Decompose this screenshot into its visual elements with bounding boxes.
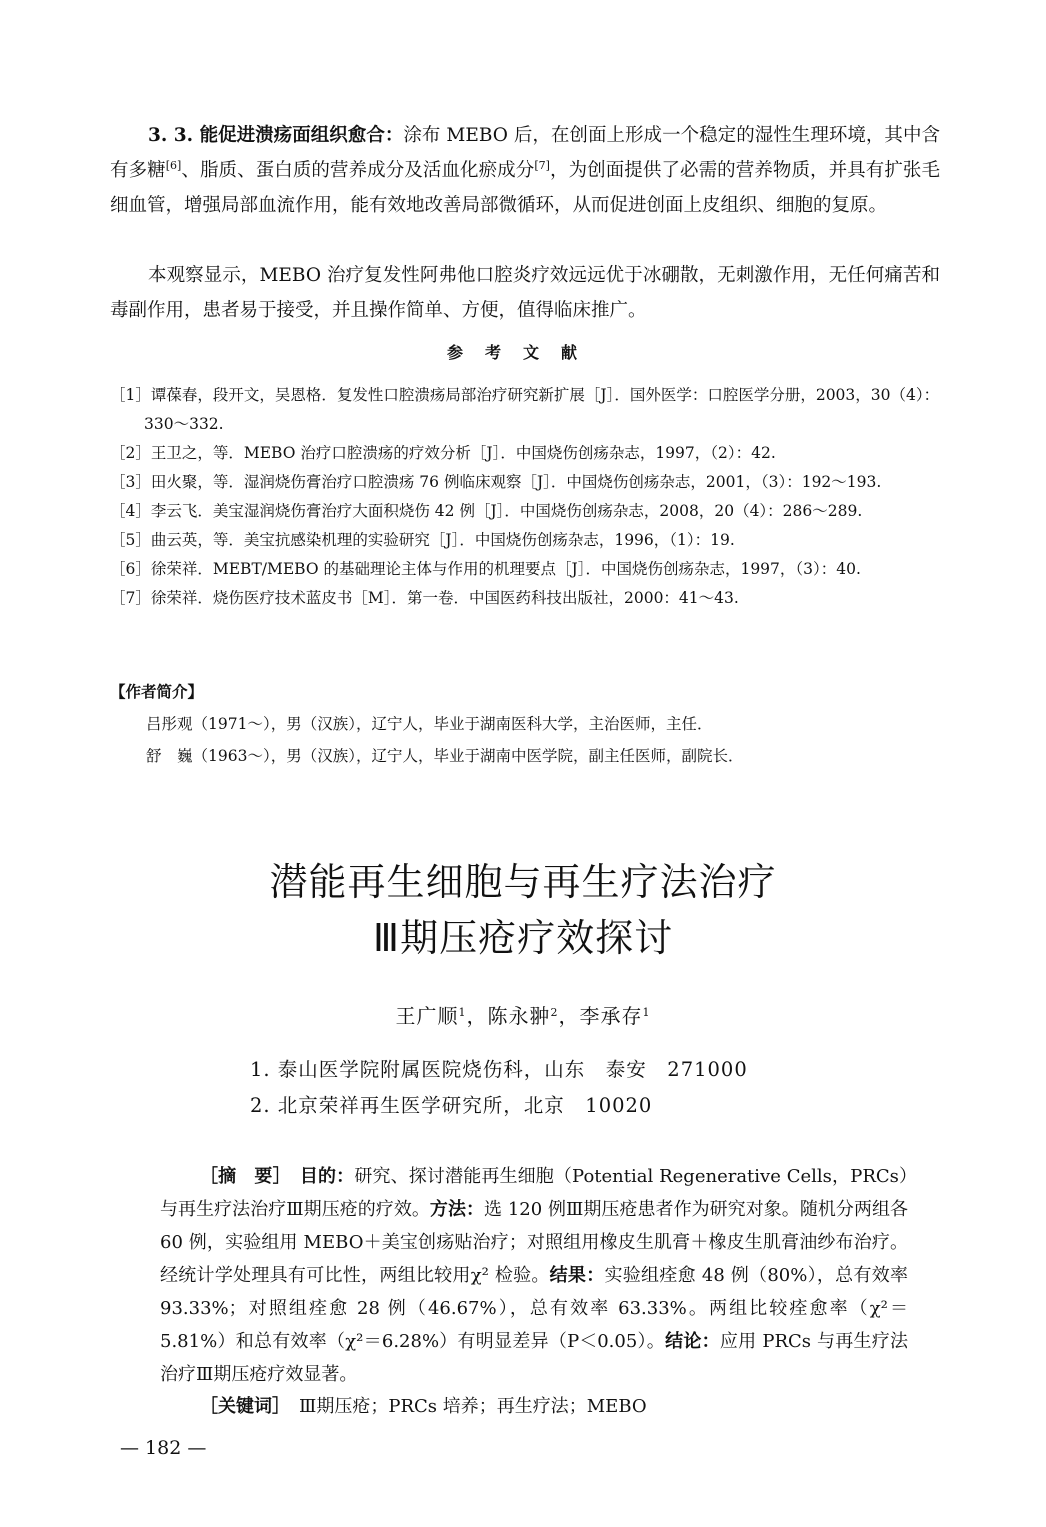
reference-item: ［5］曲云英，等．美宝抗感染机理的实验研究［J］．中国烧伤创疡杂志，1996，（1）：19. [110, 531, 735, 549]
keywords-text: Ⅲ期压疮；PRCs 培养；再生疗法；MEBO [299, 1396, 647, 1417]
author-name: 王广顺 [395, 1004, 459, 1028]
abstract [160, 1160, 908, 1391]
abstract-text: 选 120 例Ⅲ期压疮患者作为研究对象。随机分两组各 60 例，实验组用 MEBO＋美宝创疡贴治疗；对照组用橡皮生肌膏＋橡皮生肌膏油纱布治疗。经统计学处理具有可比性，两组比较用χ² 检验。 [160, 1199, 909, 1286]
section-heading: 3. 3. 能促进溃疡面组织愈合： [148, 125, 404, 146]
reference-item: ［4］李云飞．美宝湿润烧伤膏治疗大面积烧伤 42 例［J］．中国烧伤创疡杂志，2008，20（4）：286～289. [110, 502, 863, 520]
affiliation-mark: 2 [550, 1006, 559, 1019]
reference-item: ［7］徐荣祥．烧伤医疗技术蓝皮书［M］．第一卷．中国医药科技出版社，2000：41～43. [110, 589, 739, 607]
author-bio-line: 吕彤观（1971～），男（汉族），辽宁人，毕业于湖南医科大学，主治医师，主任． [146, 715, 713, 733]
author-bio-line: 舒 巍（1963～），男（汉族），辽宁人，毕业于湖南中医学院，副主任医师，副院长． [146, 747, 744, 765]
abstract-text: 实验组痊愈 48 例（80%），总有效率 93.33%；对照组痊愈 28 例（46.67%），总有效率 63.33%。两组比较痊愈率（χ²＝5.81%）和总有效率（χ²＝6.28%）有明显差异（P＜0.05）。 [160, 1265, 909, 1352]
paragraph-text: 本观察显示，MEBO 治疗复发性阿弗他口腔炎疗效远远优于冰硼散，无刺激作用，无任何痛苦和毒副作用，患者易于接受，并且操作简单、方便，值得临床推广。 [110, 265, 940, 321]
reference-item: ［3］田火聚，等．湿润烧伤膏治疗口腔溃疡 76 例临床观察［J］．中国烧伤创疡杂志，2001，（3）：192～193. [110, 473, 882, 491]
reference-item: ［6］徐荣祥．MEBT/MEBO 的基础理论主体与作用的机理要点［J］．中国烧伤创疡杂志，1997，（3）：40. [110, 560, 861, 578]
references-title: 参考文献 [446, 343, 599, 362]
conclusion-label: 结论： [665, 1331, 720, 1352]
author-separator: ， [558, 1004, 580, 1028]
abstract-text: 应用 PRCs 与再生疗法治疗Ⅲ期压疮疗效显著。 [160, 1331, 909, 1385]
author-bio-title: 【作者简介】 [110, 682, 204, 701]
article-title-line-1: 潜能再生细胞与再生疗法治疗 [269, 860, 777, 904]
reference-item: ［2］王卫之，等．MEBO 治疗口腔溃疡的疗效分析［J］．中国烧伤创疡杂志，1997，（2）：42. [110, 444, 776, 462]
author-separator: ， [466, 1004, 488, 1028]
article-title-line-2: Ⅲ期压疮疗效探讨 [372, 916, 674, 960]
keywords [200, 1392, 647, 1418]
author-name: 李承存 [579, 1004, 643, 1028]
result-label: 结果： [549, 1265, 605, 1286]
abstract-text: 研究、探讨潜能再生细胞（Potential Regenerative Cells，PRCs）与再生疗法治疗Ⅲ期压疮的疗效。 [160, 1166, 909, 1220]
conclusion-paragraph [110, 258, 940, 328]
citation-mark: [7] [534, 159, 550, 172]
reference-list [110, 381, 940, 613]
objective-label: 目的： [299, 1166, 355, 1187]
paragraph-text: 涂布 MEBO 后，在创面上形成一个稳定的湿性生理环境，其中含有多糖 [110, 125, 940, 181]
affiliation-mark: 1 [458, 1006, 467, 1019]
abstract-label: ［摘 要］ [200, 1166, 282, 1187]
paragraph-text: ，为创面提供了必需的营养物质，并具有扩张毛细血管，增强局部血流作用，能有效地改善局部微循环，从而促进创面上皮组织、细胞的复原。 [110, 160, 940, 216]
section-3-3-paragraph [110, 118, 940, 223]
page-number: — 182 — [120, 1437, 207, 1459]
affiliation-line: 1. 泰山医学院附属医院烧伤科，山东 泰安 271000 [250, 1058, 748, 1081]
method-label: 方法： [429, 1199, 485, 1220]
affiliation-line: 2. 北京荣祥再生医学研究所，北京 10020 [250, 1094, 653, 1117]
citation-mark: [6] [165, 159, 182, 172]
author-name: 陈永翀 [487, 1004, 551, 1028]
paragraph-text: 、脂质、蛋白质的营养成分及活血化瘀成分 [181, 160, 535, 181]
reference-item: ［1］谭葆春，段开文，吴恩格．复发性口腔溃疡局部治疗研究新扩展［J］．国外医学：口腔医学分册，2003，30（4）：330～332. [110, 386, 940, 433]
affiliation-mark: 1 [642, 1006, 651, 1019]
keywords-label: ［关键词］ [200, 1396, 281, 1417]
author-list [0, 1000, 1046, 1029]
